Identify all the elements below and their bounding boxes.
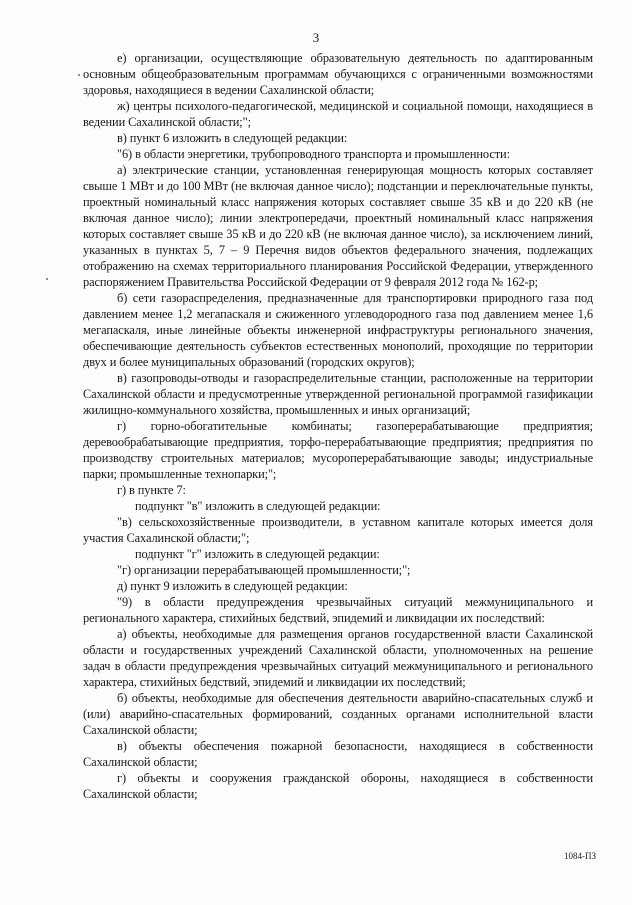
paragraph: а) электрические станции, установленная генерирующая мощность которых составляет свыше 1 МВт и до 100 МВт (не включая данное число); подстанции и переключательные пункты, проектный номинальный класс напряжения которых составляет свыше 35 кВ и до 220 кВ (не включая данное число); линии электропередачи, проектный номинальный класс напряжения которых составляет свыше 35 кВ и до 220 кВ (не включая данное число), за исключением линий, указанных в пунктах 5, 7 – 9 Перечня видов объектов федерального значения, подлежащих отображению на схемах территориального планирования Российской Федерации, утвержденного распоряжением Правительства Российской Федерации от 9 февраля 2012 года № 162-р; [83, 163, 593, 289]
scan-speck [46, 278, 48, 280]
paragraph: в) объекты обеспечения пожарной безопасности, находящиеся в собственности Сахалинской области; [83, 739, 593, 769]
paragraph: подпункт "г" изложить в следующей редакции: [135, 547, 380, 561]
paragraph: "6) в области энергетики, трубопроводного транспорта и промышленности: [117, 147, 510, 161]
document-code: 1084-ПЗ [563, 851, 596, 861]
paragraph: г) в пункте 7: [117, 483, 186, 497]
paragraph: "г) организации перерабатывающей промышленности;"; [117, 563, 411, 577]
paragraph: в) газопроводы-отводы и газораспределительные станции, расположенные на территории Сахалинской области и предусмотренные утвержденной региональной программой газификации жилищно-коммунального хозяйства, промышленных и иных организаций; [83, 371, 593, 417]
paragraph: е) организации, осуществляющие образовательную деятельность по адаптированным основным общеобразовательным программам обучающихся с ограниченными возможностями здоровья, находящиеся в ведении Сахалинской области; [83, 51, 593, 97]
paragraph: б) объекты, необходимые для обеспечения деятельности аварийно-спасательных служб и (или) аварийно-спасательных формирований, созданных органами исполнительной власти Сахалинской области; [83, 691, 593, 737]
paragraph: д) пункт 9 изложить в следующей редакции: [117, 579, 348, 593]
paragraph: ж) центры психолого-педагогической, медицинской и социальной помощи, находящиеся в ведении Сахалинской области;"; [83, 99, 593, 129]
document-body [83, 50, 593, 802]
paragraph: а) объекты, необходимые для размещения органов государственной власти Сахалинской области и государственных учреждений Сахалинской области, уполномоченных на решение задач в области предупреждения чрезвычайных ситуаций межмуниципального и регионального характера, стихийных бедствий, эпидемий и ликвидации их последствий; [83, 627, 593, 689]
paragraph: подпункт "в" изложить в следующей редакции: [135, 499, 381, 513]
paragraph: "9) в области предупреждения чрезвычайных ситуаций межмуниципального и регионального характера, стихийных бедствий, эпидемий и ликвидации их последствий: [83, 595, 593, 625]
paragraph: г) объекты и сооружения гражданской обороны, находящиеся в собственности Сахалинской области; [83, 771, 593, 801]
paragraph: г) горно-обогатительные комбинаты; газоперерабатывающие предприятия; деревообрабатывающие предприятия, торфо-перерабатывающие предприятия; предприятия по производству строительных материалов; мусороперерабатывающие заводы; индустриальные парки; промышленные технопарки;"; [83, 419, 593, 481]
page-number: 3 [312, 30, 320, 45]
paragraph: б) сети газораспределения, предназначенные для транспортировки природного газа под давлением менее 1,2 мегапаскаля и сжиженного углеводородного газа под давлением менее 1,6 мегапаскаля, иные линейные объекты инженерной инфраструктуры регионального значения, обеспечивающие деятельность субъектов естественных монополий, проходящие по территории двух и более муниципальных образований (городских округов); [83, 291, 593, 369]
scan-speck [78, 74, 80, 76]
paragraph: "в) сельскохозяйственные производители, в уставном капитале которых имеется доля участия Сахалинской области;"; [83, 515, 593, 545]
paragraph: в) пункт 6 изложить в следующей редакции: [117, 131, 348, 145]
